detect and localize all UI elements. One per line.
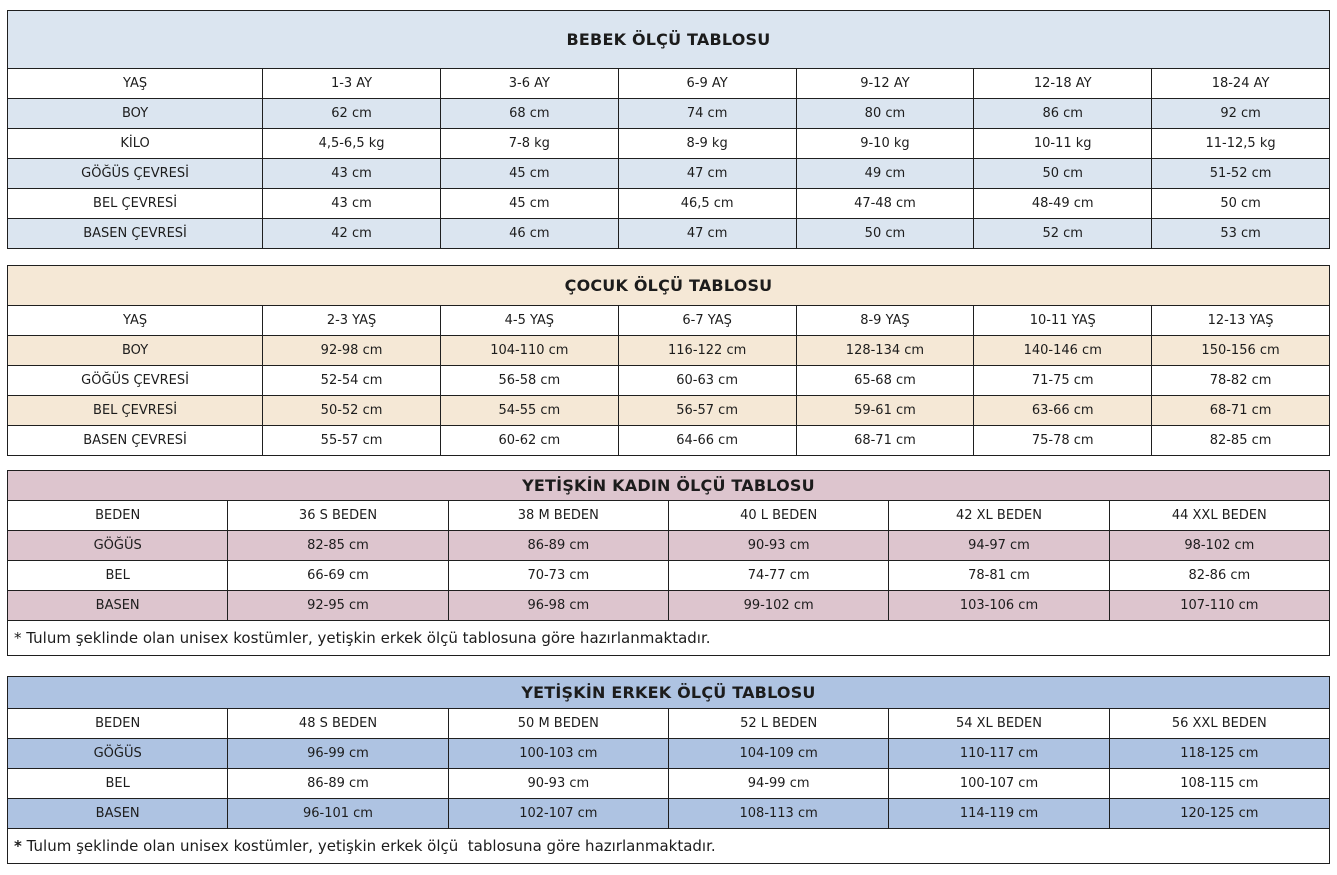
value-cell: 47 cm — [618, 219, 796, 249]
value-cell: 99-102 cm — [668, 591, 888, 621]
row-label-cell: YAŞ — [8, 306, 263, 336]
footnote-text: Tulum şeklinde olan unisex kostümler, yetişkin erkek ölçü tablosuna göre hazırlanmaktadır. — [26, 629, 711, 647]
value-cell: 74-77 cm — [668, 561, 888, 591]
table-row — [8, 769, 1330, 799]
table-title-row — [8, 266, 1330, 306]
table-row — [8, 501, 1330, 531]
table-row — [8, 531, 1330, 561]
value-cell: 128-134 cm — [796, 336, 974, 366]
value-cell: 96-101 cm — [228, 799, 448, 829]
value-cell: 3-6 AY — [440, 69, 618, 99]
row-label-cell: GÖĞÜS — [8, 531, 228, 561]
value-cell: 92 cm — [1152, 99, 1330, 129]
value-cell: 118-125 cm — [1109, 739, 1329, 769]
table-row — [8, 336, 1330, 366]
value-cell: 42 XL BEDEN — [889, 501, 1109, 531]
child-size-table — [7, 265, 1330, 456]
adult-men-size-table — [7, 676, 1330, 864]
row-label-cell: BEL — [8, 561, 228, 591]
value-cell: 55-57 cm — [263, 426, 441, 456]
value-cell: 36 S BEDEN — [228, 501, 448, 531]
row-label-cell: BASEN ÇEVRESİ — [8, 219, 263, 249]
value-cell: 42 cm — [263, 219, 441, 249]
value-cell: 92-98 cm — [263, 336, 441, 366]
value-cell: 56 XXL BEDEN — [1109, 709, 1329, 739]
value-cell: 82-85 cm — [228, 531, 448, 561]
row-label-cell: BASEN — [8, 799, 228, 829]
value-cell: 62 cm — [263, 99, 441, 129]
value-cell: 94-99 cm — [668, 769, 888, 799]
value-cell: 92-95 cm — [228, 591, 448, 621]
value-cell: 53 cm — [1152, 219, 1330, 249]
value-cell: 102-107 cm — [448, 799, 668, 829]
table-row — [8, 426, 1330, 456]
value-cell: 43 cm — [263, 189, 441, 219]
value-cell: 86-89 cm — [448, 531, 668, 561]
value-cell: 70-73 cm — [448, 561, 668, 591]
value-cell: 56-58 cm — [440, 366, 618, 396]
value-cell: 96-99 cm — [228, 739, 448, 769]
table-row — [8, 69, 1330, 99]
value-cell: 54-55 cm — [440, 396, 618, 426]
table-row — [8, 306, 1330, 336]
row-label-cell: BEL ÇEVRESİ — [8, 189, 263, 219]
table-row — [8, 366, 1330, 396]
value-cell: 86-89 cm — [228, 769, 448, 799]
value-cell: 49 cm — [796, 159, 974, 189]
value-cell: 98-102 cm — [1109, 531, 1329, 561]
baby-size-table — [7, 10, 1330, 249]
table-title-row — [8, 11, 1330, 69]
value-cell: 90-93 cm — [668, 531, 888, 561]
value-cell: 110-117 cm — [889, 739, 1109, 769]
value-cell: 80 cm — [796, 99, 974, 129]
table-row — [8, 99, 1330, 129]
value-cell: 75-78 cm — [974, 426, 1152, 456]
value-cell: 45 cm — [440, 189, 618, 219]
value-cell: 48 S BEDEN — [228, 709, 448, 739]
value-cell: 8-9 YAŞ — [796, 306, 974, 336]
value-cell: 104-109 cm — [668, 739, 888, 769]
value-cell: 4,5-6,5 kg — [263, 129, 441, 159]
value-cell: 68 cm — [440, 99, 618, 129]
value-cell: 9-12 AY — [796, 69, 974, 99]
value-cell: 94-97 cm — [889, 531, 1109, 561]
value-cell: 52 cm — [974, 219, 1152, 249]
value-cell: 68-71 cm — [1152, 396, 1330, 426]
row-label-cell: GÖĞÜS ÇEVRESİ — [8, 159, 263, 189]
row-label-cell: KİLO — [8, 129, 263, 159]
value-cell: 50 M BEDEN — [448, 709, 668, 739]
table-row — [8, 799, 1330, 829]
table-row — [8, 219, 1330, 249]
value-cell: 120-125 cm — [1109, 799, 1329, 829]
footnote-marker: * — [14, 837, 22, 855]
value-cell: 103-106 cm — [889, 591, 1109, 621]
value-cell: 60-63 cm — [618, 366, 796, 396]
value-cell: 8-9 kg — [618, 129, 796, 159]
value-cell: 50 cm — [974, 159, 1152, 189]
adult-women-size-table — [7, 470, 1330, 656]
value-cell: 86 cm — [974, 99, 1152, 129]
footnote-text: Tulum şeklinde olan unisex kostümler, yetişkin erkek ölçü tablosuna göre hazırlanmaktadır. — [26, 837, 716, 855]
value-cell: 66-69 cm — [228, 561, 448, 591]
footnote-marker: * — [14, 629, 22, 647]
value-cell: 50 cm — [1152, 189, 1330, 219]
value-cell: 108-113 cm — [668, 799, 888, 829]
value-cell: 82-85 cm — [1152, 426, 1330, 456]
table-row — [8, 129, 1330, 159]
value-cell: 150-156 cm — [1152, 336, 1330, 366]
value-cell: 90-93 cm — [448, 769, 668, 799]
table-row — [8, 561, 1330, 591]
value-cell: 56-57 cm — [618, 396, 796, 426]
value-cell: 82-86 cm — [1109, 561, 1329, 591]
value-cell: 116-122 cm — [618, 336, 796, 366]
table-row — [8, 739, 1330, 769]
value-cell: 6-7 YAŞ — [618, 306, 796, 336]
value-cell: 60-62 cm — [440, 426, 618, 456]
value-cell: 100-103 cm — [448, 739, 668, 769]
table-title: YETİŞKİN KADIN ÖLÇÜ TABLOSU — [8, 471, 1330, 501]
value-cell: 59-61 cm — [796, 396, 974, 426]
value-cell: 52 L BEDEN — [668, 709, 888, 739]
value-cell: 107-110 cm — [1109, 591, 1329, 621]
footnote-row — [8, 621, 1330, 656]
row-label-cell: BASEN ÇEVRESİ — [8, 426, 263, 456]
value-cell: 4-5 YAŞ — [440, 306, 618, 336]
value-cell: 48-49 cm — [974, 189, 1152, 219]
footnote — [8, 621, 1330, 656]
table-row — [8, 396, 1330, 426]
table-row — [8, 159, 1330, 189]
value-cell: 11-12,5 kg — [1152, 129, 1330, 159]
value-cell: 44 XXL BEDEN — [1109, 501, 1329, 531]
value-cell: 47 cm — [618, 159, 796, 189]
value-cell: 104-110 cm — [440, 336, 618, 366]
table-title: YETİŞKİN ERKEK ÖLÇÜ TABLOSU — [8, 677, 1330, 709]
value-cell: 74 cm — [618, 99, 796, 129]
value-cell: 18-24 AY — [1152, 69, 1330, 99]
value-cell: 108-115 cm — [1109, 769, 1329, 799]
value-cell: 78-82 cm — [1152, 366, 1330, 396]
value-cell: 78-81 cm — [889, 561, 1109, 591]
value-cell: 45 cm — [440, 159, 618, 189]
value-cell: 6-9 AY — [618, 69, 796, 99]
value-cell: 7-8 kg — [440, 129, 618, 159]
value-cell: 9-10 kg — [796, 129, 974, 159]
row-label-cell: BEDEN — [8, 709, 228, 739]
value-cell: 50-52 cm — [263, 396, 441, 426]
row-label-cell: BEL ÇEVRESİ — [8, 396, 263, 426]
value-cell: 51-52 cm — [1152, 159, 1330, 189]
value-cell: 100-107 cm — [889, 769, 1109, 799]
value-cell: 47-48 cm — [796, 189, 974, 219]
value-cell: 71-75 cm — [974, 366, 1152, 396]
value-cell: 2-3 YAŞ — [263, 306, 441, 336]
table-title: ÇOCUK ÖLÇÜ TABLOSU — [8, 266, 1330, 306]
table-title-row — [8, 471, 1330, 501]
value-cell: 63-66 cm — [974, 396, 1152, 426]
value-cell: 140-146 cm — [974, 336, 1152, 366]
row-label-cell: BEDEN — [8, 501, 228, 531]
footnote — [8, 829, 1330, 864]
value-cell: 38 M BEDEN — [448, 501, 668, 531]
value-cell: 46,5 cm — [618, 189, 796, 219]
value-cell: 10-11 kg — [974, 129, 1152, 159]
table-row — [8, 709, 1330, 739]
row-label-cell: YAŞ — [8, 69, 263, 99]
value-cell: 10-11 YAŞ — [974, 306, 1152, 336]
value-cell: 64-66 cm — [618, 426, 796, 456]
value-cell: 96-98 cm — [448, 591, 668, 621]
value-cell: 52-54 cm — [263, 366, 441, 396]
value-cell: 43 cm — [263, 159, 441, 189]
row-label-cell: GÖĞÜS ÇEVRESİ — [8, 366, 263, 396]
value-cell: 50 cm — [796, 219, 974, 249]
table-row — [8, 591, 1330, 621]
value-cell: 65-68 cm — [796, 366, 974, 396]
value-cell: 40 L BEDEN — [668, 501, 888, 531]
value-cell: 54 XL BEDEN — [889, 709, 1109, 739]
value-cell: 12-13 YAŞ — [1152, 306, 1330, 336]
row-label-cell: BOY — [8, 336, 263, 366]
row-label-cell: BOY — [8, 99, 263, 129]
table-title: BEBEK ÖLÇÜ TABLOSU — [8, 11, 1330, 69]
value-cell: 46 cm — [440, 219, 618, 249]
table-row — [8, 189, 1330, 219]
value-cell: 68-71 cm — [796, 426, 974, 456]
row-label-cell: GÖĞÜS — [8, 739, 228, 769]
row-label-cell: BASEN — [8, 591, 228, 621]
value-cell: 1-3 AY — [263, 69, 441, 99]
value-cell: 12-18 AY — [974, 69, 1152, 99]
table-title-row — [8, 677, 1330, 709]
footnote-row — [8, 829, 1330, 864]
value-cell: 114-119 cm — [889, 799, 1109, 829]
row-label-cell: BEL — [8, 769, 228, 799]
